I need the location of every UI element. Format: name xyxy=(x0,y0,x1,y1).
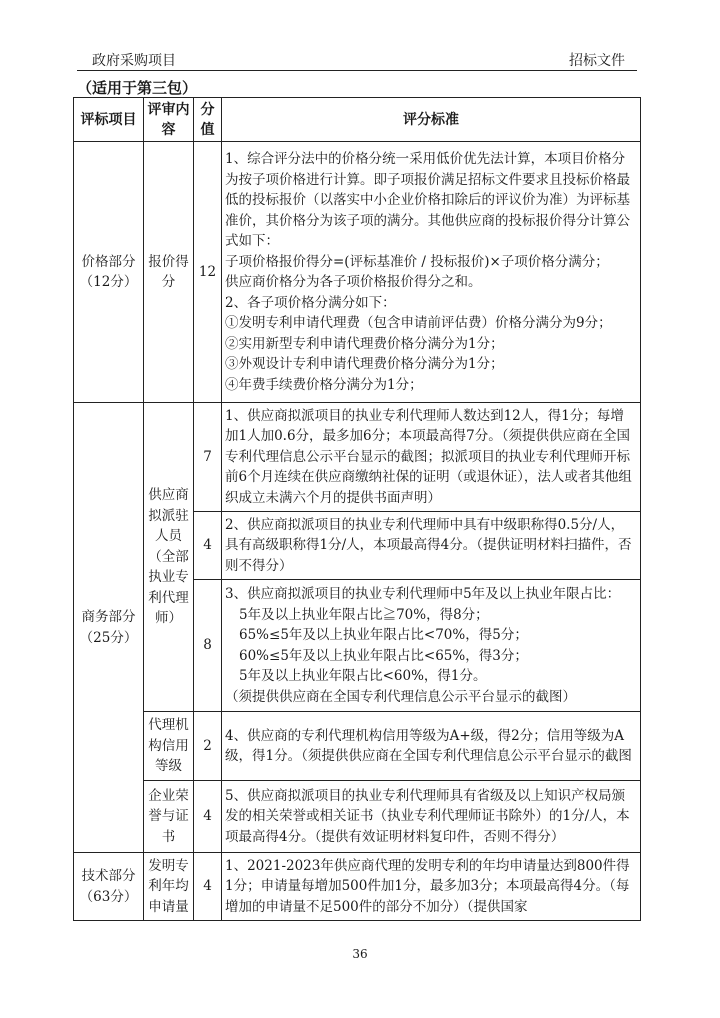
criteria-line: ①发明专利申请代理费（包含申请前评估费）价格分满分为9分； xyxy=(225,315,612,331)
criteria-line: 5年及以上执业年限占比<60%，得1分。 xyxy=(239,668,487,684)
table-row-business-1 xyxy=(74,403,641,512)
business-criteria-5 xyxy=(222,781,641,853)
page-number: 36 xyxy=(352,947,368,961)
tech-item: 技术部分（63分） xyxy=(74,853,144,921)
tech-score: 4 xyxy=(194,853,222,921)
package-note: （适用于第三包） xyxy=(77,79,198,97)
criteria-line: 65%≤5年及以上执业年限占比<70%，得5分； xyxy=(239,627,528,643)
price-item: 价格部分（12分） xyxy=(74,142,144,403)
business-criteria-1 xyxy=(222,403,641,512)
header-content: 评审内容 xyxy=(144,98,194,142)
criteria-line: 子项价格报价得分=(评标基准价 / 投标报价)×子项价格分满分； xyxy=(225,253,609,270)
business-content-staff: 供应商拟派驻人员（全部执业专利代理师） xyxy=(144,403,194,712)
criteria-line: 供应商价格分为各子项价格报价得分之和。 xyxy=(225,274,482,290)
business-score-3: 8 xyxy=(194,580,222,712)
business-criteria-3 xyxy=(222,580,641,712)
criteria-line: 2、供应商拟派项目的执业专利代理师中具有中级职称得0.5分/人，具有高级职称得1分/人，本项最高得4分。（提供证明材料扫描件，否则不得分） xyxy=(225,516,632,574)
criteria-line: ②实用新型专利申请代理费价格分满分为1分； xyxy=(225,335,504,352)
business-content-honors: 企业荣誉与证书 xyxy=(144,781,194,853)
criteria-line: ③外观设计专利申请代理费价格分满分为1分； xyxy=(225,356,504,372)
criteria-line: 60%≤5年及以上执业年限占比<65%，得3分； xyxy=(239,647,528,664)
criteria-line: 1、供应商拟派项目的执业专利代理师人数达到12人，得1分；每增加1人加0.6分，最多加6分；本项最高得7分。（须提供供应商在全国专利代理信息公示平台显示的截图；拟派项目的执业专利代理师开标前6个月连续在供应商缴纳社保的证明（或退休证），法人或者其他组织成立未满六个月的提供书面声明） xyxy=(225,407,632,506)
header-criteria: 评分标准 xyxy=(222,98,641,142)
criteria-line: ④年费手续费价格分满分为1分； xyxy=(225,376,423,393)
criteria-line: 4、供应商的专利代理机构信用等级为A+级，得2分；信用等级为A级，得1分。（须提供供应商在全国专利代理信息公示平台显示的截图 xyxy=(225,727,632,764)
business-score-2: 4 xyxy=(194,512,222,580)
criteria-line: 5年及以上执业年限占比≧70%，得8分； xyxy=(239,606,489,623)
business-score-1: 7 xyxy=(194,403,222,512)
header-score: 分值 xyxy=(194,98,222,142)
header-item: 评标项目 xyxy=(74,98,144,142)
criteria-line: 3、供应商拟派项目的执业专利代理师中5年及以上执业年限占比： xyxy=(225,586,621,602)
business-criteria-2 xyxy=(222,512,641,580)
table-row-business-4 xyxy=(74,712,641,781)
business-content-credit: 代理机构信用等级 xyxy=(144,712,194,781)
criteria-line: 1、综合评分法中的价格分统一采用低价优先法计算，本项目价格分为按子项价格进行计算。即子项报价满足招标文件要求且投标价格最低的投标报价（以落实中小企业价格扣除后的评议价为准）为评标基准价，其价格分为该子项的满分。其他供应商的投标报价得分计算公式如下： xyxy=(225,151,630,249)
price-criteria xyxy=(222,142,641,403)
criteria-line: （须提供供应商在全国专利代理信息公示平台显示的截图） xyxy=(225,688,576,705)
scoring-table xyxy=(73,97,641,921)
price-score: 12 xyxy=(194,142,222,403)
tech-criteria xyxy=(222,853,641,921)
criteria-line: 5、供应商拟派项目的执业专利代理师具有省级及以上知识产权局颁发的相关荣誉或相关证书（执业专利代理师证书除外）的1分/人，本项最高得4分。（提供有效证明材料复印件，否则不得分） xyxy=(225,787,630,845)
table-row-tech-1 xyxy=(74,853,641,921)
criteria-line: 1、2021-2023年供应商代理的发明专利的年均申请量达到800件得1分；申请量每增加500件加1分，最多加3分；本项最高得4分。（每增加的申请量不足500件的部分不加分）（提供国家 xyxy=(225,857,630,915)
header-divider xyxy=(77,70,637,71)
table-row-business-5 xyxy=(74,781,641,853)
business-item: 商务部分（25分） xyxy=(74,403,144,853)
header-project-label: 政府采购项目 xyxy=(92,53,176,69)
business-score-4: 2 xyxy=(194,712,222,781)
table-row-price xyxy=(74,142,641,403)
table-header-row xyxy=(74,98,641,142)
business-criteria-4 xyxy=(222,712,641,781)
criteria-line: 2、各子项价格分满分如下： xyxy=(225,294,396,311)
price-content: 报价得分 xyxy=(144,142,194,403)
tech-content: 发明专利年均申请量 xyxy=(144,853,194,921)
business-score-5: 4 xyxy=(194,781,222,853)
header-doc-label: 招标文件 xyxy=(569,53,625,69)
